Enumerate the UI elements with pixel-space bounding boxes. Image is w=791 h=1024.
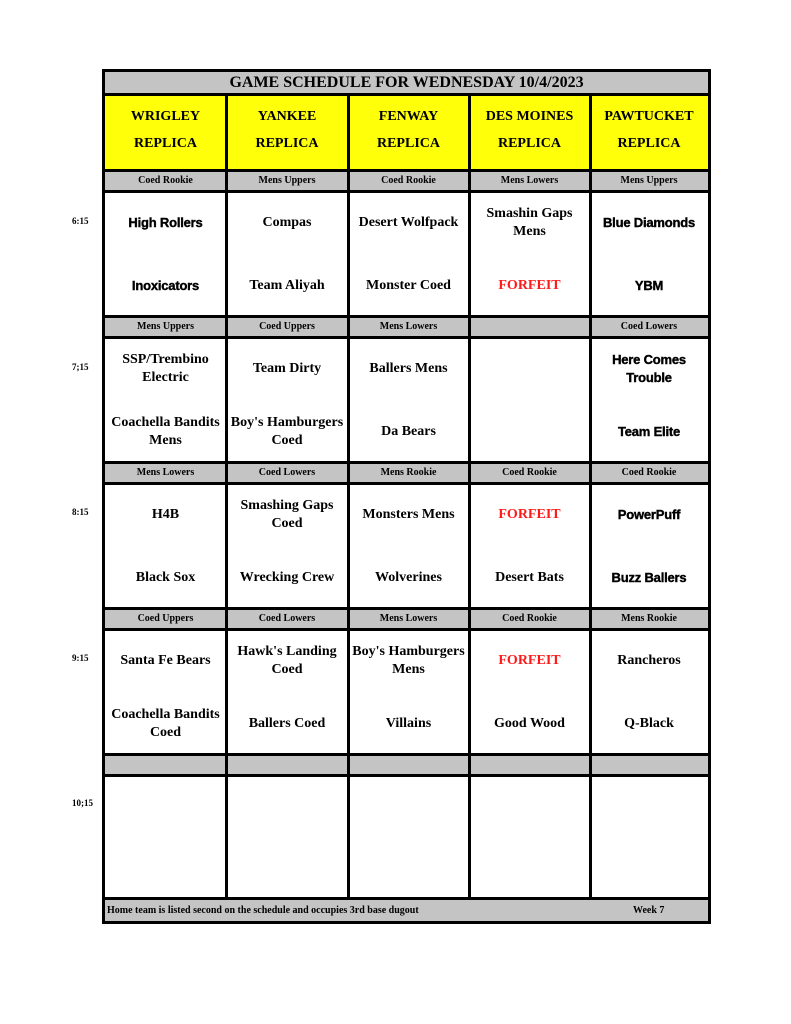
division-label: Coed Uppers [226,318,348,336]
division-label: Coed Uppers [105,610,226,628]
time-label-2: 7;15 [72,362,89,372]
field-subtitle: REPLICA [376,136,440,151]
page-title: GAME SCHEDULE FOR WEDNESDAY 10/4/2023 [105,72,708,96]
time-label-1: 6:15 [72,216,89,226]
division-label: Mens Uppers [590,172,708,190]
field-header-des-moines [469,96,590,171]
home-team: Wolverines [375,570,442,585]
away-team: Blue Diamonds [602,215,696,230]
row-divider [105,482,708,485]
away-team: Smashin Gaps Mens [486,206,573,239]
away-team [348,777,469,837]
home-team: Coachella Bandits Coed [111,707,220,740]
home-team [226,837,348,897]
field-name: DES MOINES [485,109,574,124]
division-label: Mens Lowers [348,318,469,336]
field-subtitle: REPLICA [255,136,319,151]
division-label: Coed Rookie [469,610,590,628]
home-team: Black Sox [135,570,196,585]
schedule-sheet [102,69,711,924]
field-header-yankee [226,96,348,171]
time-label-4: 9:15 [72,653,89,663]
footer-note: Home team is listed second on the schedule and occupies 3rd base dugout [107,905,419,916]
row-divider [105,336,708,339]
away-team [469,339,590,399]
away-team [590,777,708,837]
field-name: PAWTUCKET [604,109,694,124]
division-label [226,756,348,774]
row-divider [105,753,708,756]
division-label: Coed Lowers [226,464,348,482]
away-team: Rancheros [617,653,681,668]
away-team: Ballers Mens [369,361,448,376]
home-team: Buzz Ballers [611,570,687,585]
division-label: Mens Uppers [226,172,348,190]
row-divider [105,315,708,318]
home-team [469,399,590,465]
home-team [348,837,469,897]
time-label-3: 8:15 [72,507,89,517]
home-team [469,837,590,897]
time-label-5: 10;15 [72,798,93,808]
home-team [590,837,708,897]
field-name: WRIGLEY [130,109,201,124]
away-team [105,777,226,837]
division-label: Mens Lowers [469,172,590,190]
away-team [226,777,348,837]
away-team: Boy's Hamburgers Mens [352,644,465,677]
row-divider [105,774,708,777]
row-divider [105,628,708,631]
away-team: SSP/Trembino Electric [122,352,209,385]
home-team: Villains [385,716,432,731]
home-team: Q-Black [624,716,674,731]
division-label [469,756,590,774]
field-name: YANKEE [257,109,317,124]
away-team: Santa Fe Bears [120,653,211,668]
away-team: Here Comes Trouble [612,352,686,385]
column-divider [468,96,471,900]
home-team: YBM [634,278,664,293]
home-team: Team Aliyah [249,278,325,293]
division-label [105,756,226,774]
forfeit-label: FORFEIT [498,278,561,293]
field-subtitle: REPLICA [133,136,197,151]
division-label: Mens Rookie [348,464,469,482]
home-team [105,837,226,897]
division-label [348,756,469,774]
division-label: Mens Lowers [348,610,469,628]
division-label: Coed Lowers [226,610,348,628]
forfeit-label: FORFEIT [498,507,561,522]
home-team: Good Wood [494,716,565,731]
away-team: H4B [151,507,180,522]
column-divider [347,96,350,900]
column-divider [225,96,228,900]
home-team: Coachella Bandits Mens [111,415,220,448]
division-label: Coed Lowers [590,318,708,336]
home-team: Inoxicators [131,278,200,293]
away-team: PowerPuff [617,507,681,522]
away-team: Monsters Mens [362,507,455,522]
column-divider [589,96,592,900]
away-team: Team Dirty [252,361,322,376]
home-team: Monster Coed [366,278,451,293]
division-label: Coed Rookie [590,464,708,482]
home-team: Da Bears [381,424,436,439]
row-divider [105,190,708,193]
field-subtitle: REPLICA [617,136,681,151]
week-label: Week 7 [633,905,665,916]
division-label: Coed Rookie [105,172,226,190]
away-team: Smashing Gaps Coed [240,498,334,531]
division-label: Mens Rookie [590,610,708,628]
away-team: High Rollers [128,215,203,230]
field-header-wrigley [105,96,226,171]
footer-bar [105,897,708,921]
row-divider [105,461,708,464]
field-header-fenway [348,96,469,171]
field-subtitle: REPLICA [497,136,561,151]
division-label: Coed Rookie [348,172,469,190]
away-team: Hawk's Landing Coed [237,644,337,677]
away-team: Compas [262,215,312,230]
division-label: Coed Rookie [469,464,590,482]
division-label: Mens Uppers [105,318,226,336]
home-team: Team Elite [617,424,681,439]
home-team: Boy's Hamburgers Coed [230,415,344,448]
home-team: Wrecking Crew [239,570,335,585]
home-team: Ballers Coed [248,716,326,731]
field-name: FENWAY [378,109,439,124]
division-label: Mens Lowers [105,464,226,482]
division-label [469,318,590,336]
row-divider [105,607,708,610]
field-header-pawtucket [590,96,708,171]
away-team: Desert Wolfpack [358,215,459,230]
home-team: Desert Bats [495,570,564,585]
division-label [590,756,708,774]
forfeit-label: FORFEIT [498,653,561,668]
row-divider [105,169,708,172]
away-team [469,777,590,837]
